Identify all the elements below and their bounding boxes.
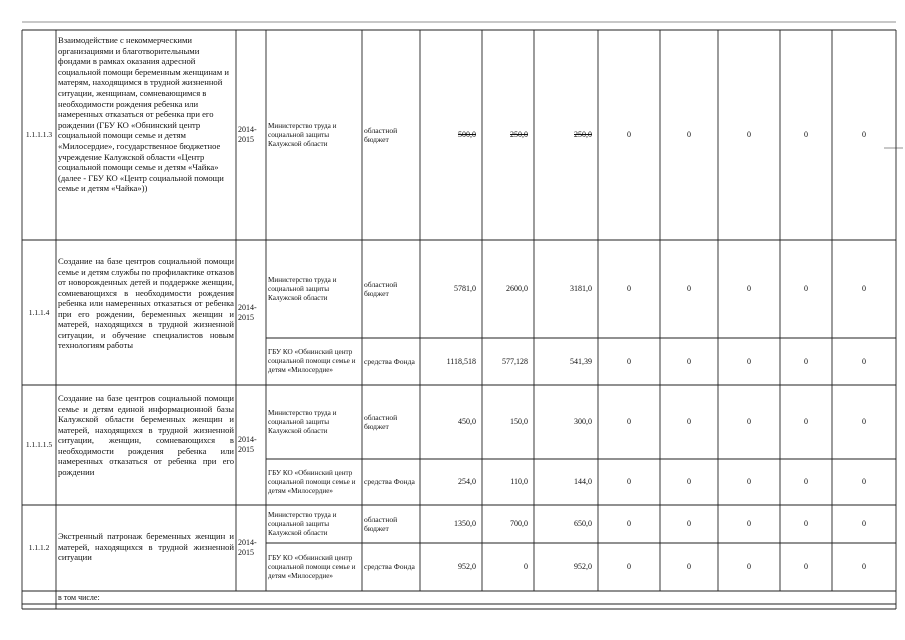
row-organization: ГБУ КО «Обнинский центр социальной помощи семье и детям «Милосердие» [268,348,356,374]
row-zero-value: 0 [747,130,751,139]
row-zero-value: 0 [747,562,751,571]
row-2014-value: 250,0 [510,130,528,139]
row-funding-source: средства Фонда [364,562,415,572]
row-organization: Министерство труда и социальной защиты Калужской области [268,121,337,148]
row-total-value: 450,0 [458,417,476,426]
row-zero-value: 0 [804,130,808,139]
row-total-value: 1350,0 [454,519,476,528]
row-organization: ГБУ КО «Обнинский центр социальной помощи семье и детям «Милосердие» [268,468,356,495]
row-2014-value: 150,0 [510,417,528,426]
row-zero-value: 0 [687,562,691,571]
row-zero-value: 0 [862,284,866,293]
row-description: Создание на базе центров социальной помощи семье и детям единой информационной базы Калужской области беременных женщин и матерей, находящихся в трудной жизненной ситуации, женщин, сомневающихся в необходимости рождения ребенка или намеренных отказаться от ребенка при его рождении [58,393,234,477]
row-2015-value: 541,39 [570,356,592,366]
row-organization: Министерство труда и социальной защиты Калужской области [268,408,337,435]
row-zero-value: 0 [687,417,691,426]
row-zero-value: 0 [747,477,751,486]
row-zero-value: 0 [804,477,808,486]
row-total-value: 1118,518 [446,356,476,366]
row-zero-value: 0 [627,356,631,366]
row-zero-value: 0 [862,130,866,139]
row-zero-value: 0 [747,284,751,293]
row-2014-value: 577,128 [502,356,528,366]
row-code: 1.1.1.2 [28,543,50,552]
row-zero-value: 0 [687,519,691,528]
row-2015-value: 144,0 [574,477,592,486]
footer-including-label: в том числе: [58,593,100,602]
row-zero-value: 0 [687,284,691,293]
row-funding-source: средства Фонда [364,477,415,487]
row-description: Взаимодействие с некоммерческими организациями и благотворительными фондами в рамках оказания адресной социальной помощи беременным женщинам и матерям, находящимся в трудной жизненной ситуации, женщинам, сомневающимся в необходимости рождения ребенка или намеренных отказаться от ребенка при его рождении (ГБУ КО «Обнинский центр социальной помощи семье и детям «Милосердие», государственное бюджетное учреждение Калужской области «Центр социальной помощи семье и детям «Чайка» (далее - ГБУ КО «Центр социальной помощи семье и детям «Чайка»)) [58,35,229,194]
row-zero-value: 0 [747,356,751,366]
row-total-value: 5781,0 [454,284,476,293]
row-funding-source: областной бюджет [364,125,398,144]
row-years: 2014-2015 [238,125,257,144]
row-zero-value: 0 [687,477,691,486]
row-2015-value: 650,0 [574,519,592,528]
row-total-value: 254,0 [458,477,476,486]
row-zero-value: 0 [627,130,631,139]
row-code: 1.1.1.1.3 [25,130,53,139]
row-organization: Министерство труда и социальной защиты Калужской области [268,510,337,537]
row-description: Создание на базе центров социальной помощи семье и детям службы по профилактике отказов от новорожденных детей и поддержке женщин, сомневающихся в необходимости рождения ребенка или намеренных отказаться от ребенка при его рождении, беременных женщин и матерей, находящихся в трудной жизненной ситуации, и обучение специалистов новым технологиям работы [58,256,234,350]
row-zero-value: 0 [747,519,751,528]
row-zero-value: 0 [804,562,808,571]
row-zero-value: 0 [627,562,631,571]
row-2014-value: 0 [524,562,528,571]
row-code: 1.1.1.1.5 [25,440,53,449]
row-2014-value: 700,0 [510,519,528,528]
row-zero-value: 0 [804,417,808,426]
row-funding-source: средства Фонда [364,356,415,366]
row-zero-value: 0 [687,356,691,366]
row-2015-value: 3181,0 [570,284,592,293]
row-code: 1.1.1.4 [28,307,50,317]
row-zero-value: 0 [862,477,866,486]
row-total-value: 952,0 [458,562,476,571]
row-zero-value: 0 [747,417,751,426]
row-2015-value: 250,0 [574,130,592,139]
row-years: 2014-2015 [238,538,257,557]
row-zero-value: 0 [804,284,808,293]
row-2015-value: 300,0 [574,417,592,426]
row-organization: Министерство труда и социальной защиты Калужской области [268,275,337,302]
row-years: 2014-2015 [238,435,257,454]
row-years: 2014-2015 [238,302,257,322]
row-zero-value: 0 [627,284,631,293]
row-zero-value: 0 [862,562,866,571]
row-zero-value: 0 [687,130,691,139]
row-zero-value: 0 [862,519,866,528]
row-zero-value: 0 [862,356,866,366]
row-zero-value: 0 [804,356,808,366]
row-organization: ГБУ КО «Обнинский центр социальной помощи семье и детям «Милосердие» [268,553,356,580]
row-2014-value: 2600,0 [506,284,528,293]
row-total-value: 500,0 [458,130,476,139]
row-zero-value: 0 [862,417,866,426]
row-2014-value: 110,0 [510,477,528,486]
row-funding-source: областной бюджет [364,514,398,533]
row-zero-value: 0 [627,477,631,486]
row-zero-value: 0 [627,417,631,426]
row-zero-value: 0 [627,519,631,528]
row-zero-value: 0 [804,519,808,528]
row-funding-source: областной бюджет [364,279,398,298]
row-2015-value: 952,0 [574,562,592,571]
row-funding-source: областной бюджет [364,412,398,431]
row-description: Экстренный патронаж беременных женщин и матерей, находящихся в трудной жизненной ситуации [58,531,234,562]
